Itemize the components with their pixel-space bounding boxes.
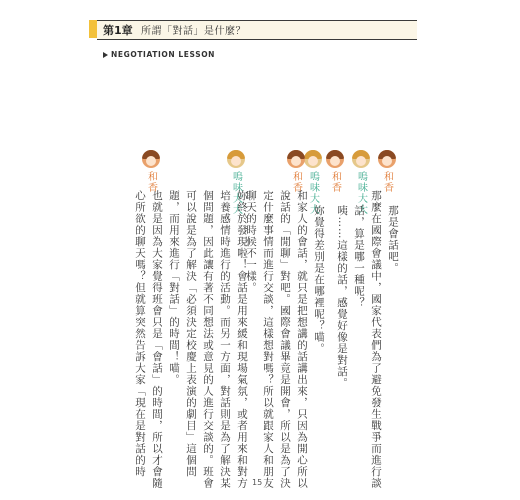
- page-number: 15: [252, 478, 263, 487]
- text-column: 定什麼事情而進行交談，這樣想對嗎？所以就跟家人和朋友: [262, 190, 274, 489]
- speaker-name: 嗚味大大: [355, 171, 367, 215]
- chapter-header: [97, 20, 417, 40]
- text-column: 心所欲的聊天嗎？但就算突然告訴大家「現在是對話的時: [134, 190, 146, 478]
- text-column: 培養感情時進行的活動。而另一方面，對話則是為了解決某: [219, 190, 231, 489]
- speaker-kazuka-2: [326, 150, 344, 193]
- text-column: 妳終於發現啦！會話是用來緩和現場氣氛，或者用來和對方: [236, 190, 248, 489]
- chapter-title: 所謂「對話」是什麼？: [141, 26, 246, 37]
- text-column: 那是會話吧。: [387, 205, 399, 274]
- speaker-name: 和香: [329, 171, 341, 193]
- kazuka-avatar-icon: [287, 150, 305, 168]
- text-column: 說話的「閒聊」對吧。國際會議畢竟是開會，所以是為了決: [279, 190, 291, 489]
- kazuka-avatar-icon: [142, 150, 160, 168]
- text-column: 和家人的會話，就只是把想講的話講出來，只因為開心所以: [296, 190, 308, 489]
- triangle-marker-icon: [103, 52, 108, 58]
- text-column: 妳覺得差別是在哪裡呢？喵。: [313, 205, 325, 355]
- speaker-name: 和香: [145, 171, 157, 193]
- speaker-kazuka-4: [142, 150, 160, 193]
- section-tag: [103, 50, 215, 59]
- text-column: 那麼在國際會議中，國家代表們為了避免發生戰爭而進行談: [370, 190, 382, 489]
- speaker-name: 嗚味大大: [307, 171, 319, 215]
- text-column: 咦……這樣的話，感覺好像是對話。: [336, 205, 348, 389]
- cat-avatar-icon: [304, 150, 322, 168]
- speaker-name: 和香: [290, 171, 302, 193]
- kazuka-avatar-icon: [378, 150, 396, 168]
- text-column: 話，算是哪一種呢？: [353, 205, 365, 309]
- speaker-name: 嗚味大大: [230, 171, 242, 215]
- cat-avatar-icon: [352, 150, 370, 168]
- kazuka-avatar-icon: [326, 150, 344, 168]
- cat-avatar-icon: [227, 150, 245, 168]
- text-column: 可以說是為了解決「必須決定校慶上表演的劇目」這個問: [185, 190, 197, 478]
- text-column: 個問題，因此讓有著不同想法或意見的人進行交談的。班會: [202, 190, 214, 489]
- text-column: 也就是因為大家覺得班會只是「會話」的時間，所以才會隨: [151, 190, 163, 489]
- section-tag-label: NEGOTIATION LESSON: [111, 50, 216, 59]
- text-column: 聊天的時候不一樣。: [245, 190, 257, 294]
- speaker-name: 和香: [381, 171, 393, 193]
- text-column: 題，而用來進行「對話」的時間！喵。: [168, 190, 180, 386]
- chapter-label: 第1章: [103, 24, 133, 37]
- speaker-kazuka-1: [378, 150, 396, 193]
- speaker-kazuka-3: [287, 150, 305, 193]
